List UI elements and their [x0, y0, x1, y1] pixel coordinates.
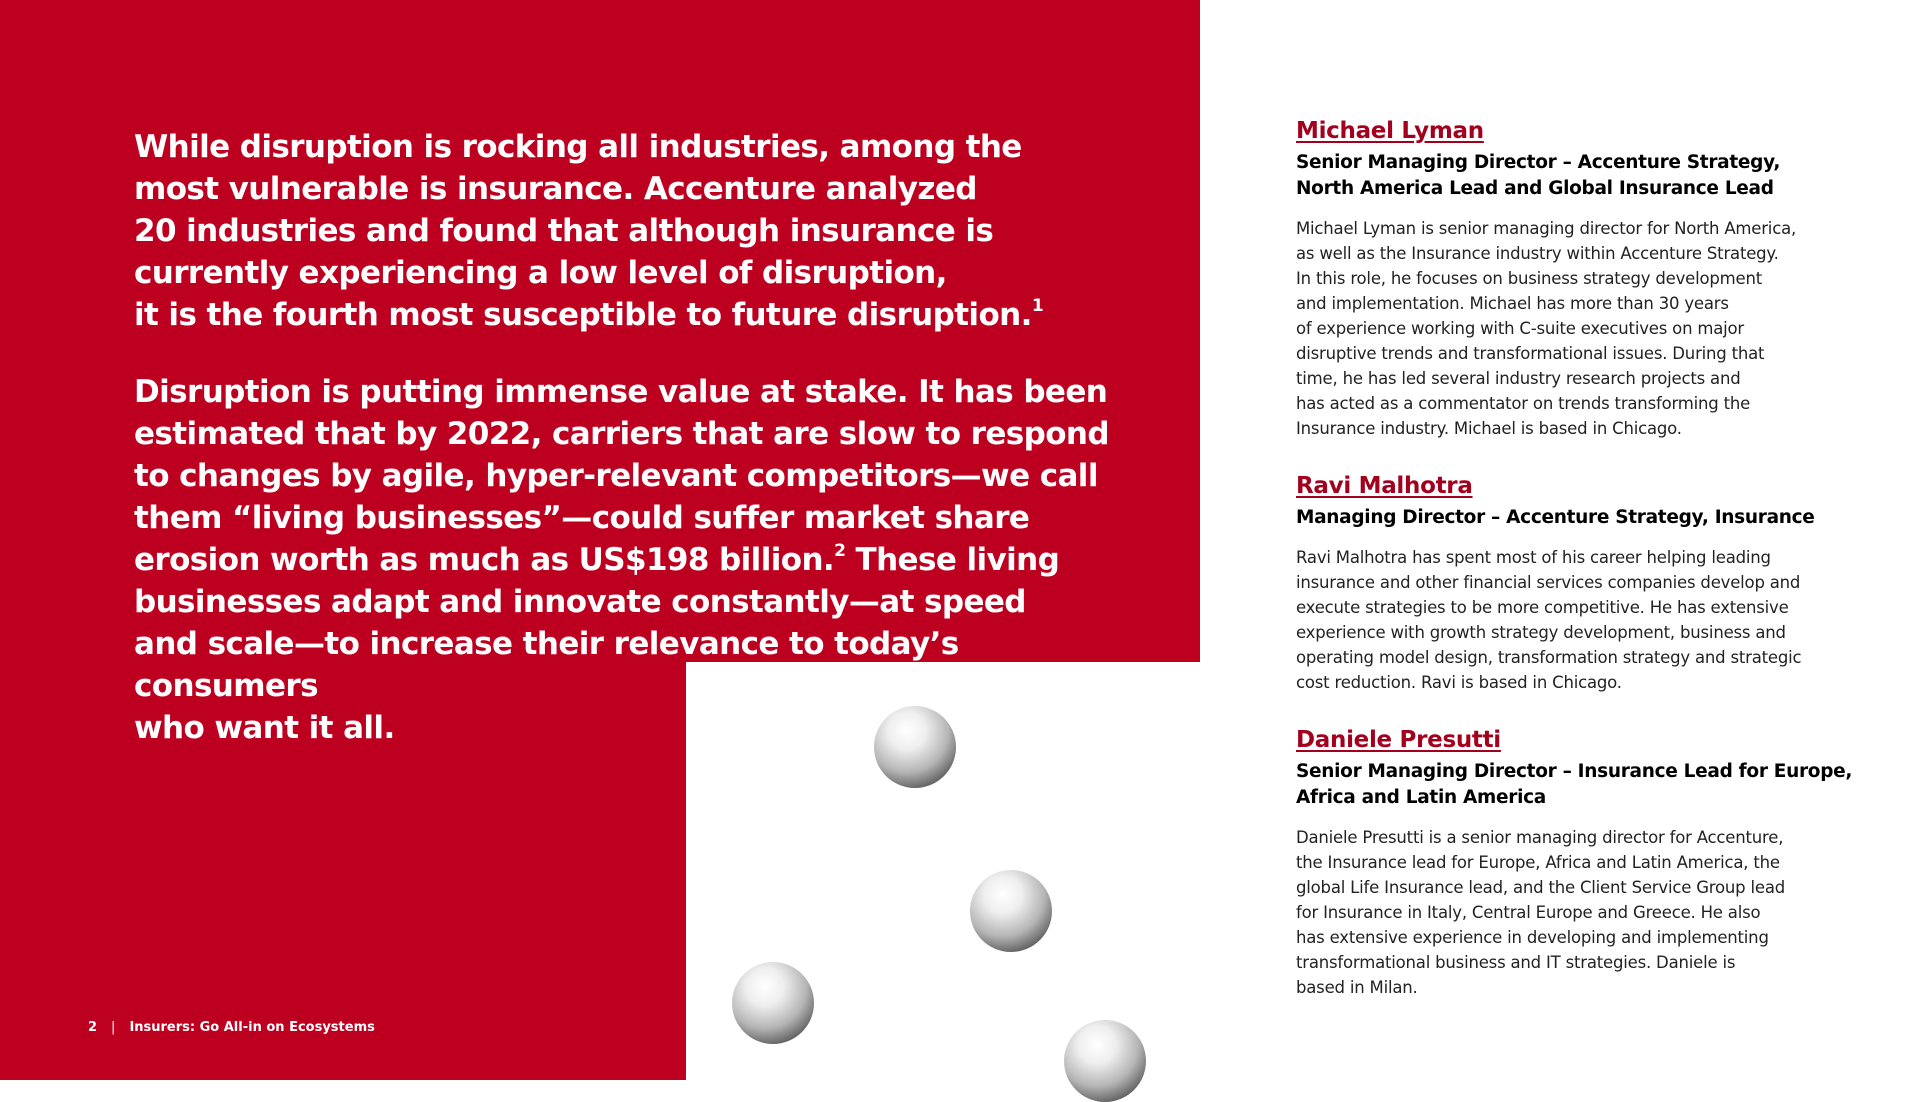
- author-name[interactable]: Michael Lyman: [1296, 118, 1484, 144]
- text-line: Insurance industry. Michael is based in Chicago.: [1296, 419, 1682, 438]
- text-line: of experience working with C-suite executives on major: [1296, 319, 1745, 338]
- text-line: In this role, he focuses on business strategy development: [1296, 269, 1763, 288]
- text-line: global Life Insurance lead, and the Client Service Group lead: [1296, 878, 1786, 897]
- text-line: transformational business and IT strategies. Daniele is: [1296, 953, 1736, 972]
- intro-line: and scale—to increase their relevance to today’s consumers: [134, 626, 959, 704]
- author-bio-ravi-malhotra: [1296, 471, 1856, 695]
- footnote-marker: 1: [1031, 296, 1044, 316]
- role-line: Africa and Latin America: [1296, 787, 1546, 808]
- author-role: [1296, 759, 1856, 811]
- intro-line: While disruption is rocking all industries, among the: [134, 129, 1022, 165]
- document-title: Insurers: Go All-in on Ecosystems: [129, 1020, 375, 1035]
- intro-line: 20 industries and found that although insurance is: [134, 213, 994, 249]
- text-line: execute strategies to be more competitive. He has extensive: [1296, 598, 1789, 617]
- author-name[interactable]: Ravi Malhotra: [1296, 473, 1473, 499]
- author-description: [1296, 216, 1856, 441]
- author-description: [1296, 545, 1856, 695]
- author-bio-daniele-presutti: [1296, 725, 1856, 1000]
- author-role: [1296, 505, 1856, 531]
- author-role: [1296, 150, 1856, 202]
- intro-paragraph-1: [134, 126, 1134, 336]
- text-line: Daniele Presutti is a senior managing director for Accenture,: [1296, 828, 1784, 847]
- sphere-graphic: [874, 706, 956, 788]
- intro-line: Disruption is putting immense value at stake. It has been: [134, 374, 1108, 410]
- intro-line: estimated that by 2022, carriers that are slow to respond: [134, 416, 1109, 452]
- author-bios: [1296, 116, 1856, 1030]
- intro-line: These living: [845, 542, 1060, 578]
- role-line: Senior Managing Director – Accenture Strategy,: [1296, 152, 1781, 173]
- role-line: Managing Director – Accenture Strategy, Insurance: [1296, 507, 1815, 528]
- text-line: has acted as a commentator on trends transforming the: [1296, 394, 1751, 413]
- text-line: has extensive experience in developing and implementing: [1296, 928, 1769, 947]
- author-name[interactable]: Daniele Presutti: [1296, 727, 1501, 753]
- intro-line: it is the fourth most susceptible to future disruption.: [134, 297, 1032, 333]
- intro-line: them “living businesses”—could suffer market share: [134, 500, 1030, 536]
- sphere-graphic: [732, 962, 814, 1044]
- intro-line: to changes by agile, hyper-relevant competitors—we call: [134, 458, 1098, 494]
- text-line: time, he has led several industry research projects and: [1296, 369, 1741, 388]
- intro-line: businesses adapt and innovate constantly—at speed: [134, 584, 1026, 620]
- footer-separator: |: [111, 1020, 116, 1035]
- text-line: disruptive trends and transformational issues. During that: [1296, 344, 1765, 363]
- text-line: operating model design, transformation strategy and strategic: [1296, 648, 1802, 667]
- intro-paragraph-2: [134, 371, 1134, 749]
- sphere-graphic: [1064, 1020, 1146, 1102]
- role-line: Senior Managing Director – Insurance Lead for Europe,: [1296, 761, 1853, 782]
- role-line: North America Lead and Global Insurance Lead: [1296, 178, 1774, 199]
- text-line: Ravi Malhotra has spent most of his career helping leading: [1296, 548, 1771, 567]
- intro-line: erosion worth as much as US$198 billion.: [134, 542, 835, 578]
- text-line: cost reduction. Ravi is based in Chicago.: [1296, 673, 1622, 692]
- text-line: as well as the Insurance industry within Accenture Strategy.: [1296, 244, 1779, 263]
- text-line: for Insurance in Italy, Central Europe and Greece. He also: [1296, 903, 1761, 922]
- author-description: [1296, 825, 1856, 1000]
- author-bio-michael-lyman: [1296, 116, 1856, 441]
- text-line: the Insurance lead for Europe, Africa and Latin America, the: [1296, 853, 1780, 872]
- footnote-marker: 2: [834, 541, 846, 561]
- intro-line: who want it all.: [134, 710, 395, 746]
- page-footer: [88, 1020, 375, 1035]
- page-number: 2: [88, 1020, 98, 1035]
- text-line: Michael Lyman is senior managing director for North America,: [1296, 219, 1797, 238]
- text-line: experience with growth strategy development, business and: [1296, 623, 1786, 642]
- sphere-graphic: [970, 870, 1052, 952]
- intro-line: most vulnerable is insurance. Accenture analyzed: [134, 171, 977, 207]
- text-line: insurance and other financial services companies develop and: [1296, 573, 1801, 592]
- intro-text: [134, 126, 1134, 749]
- text-line: based in Milan.: [1296, 978, 1418, 997]
- text-line: and implementation. Michael has more than 30 years: [1296, 294, 1729, 313]
- intro-line: currently experiencing a low level of disruption,: [134, 255, 947, 291]
